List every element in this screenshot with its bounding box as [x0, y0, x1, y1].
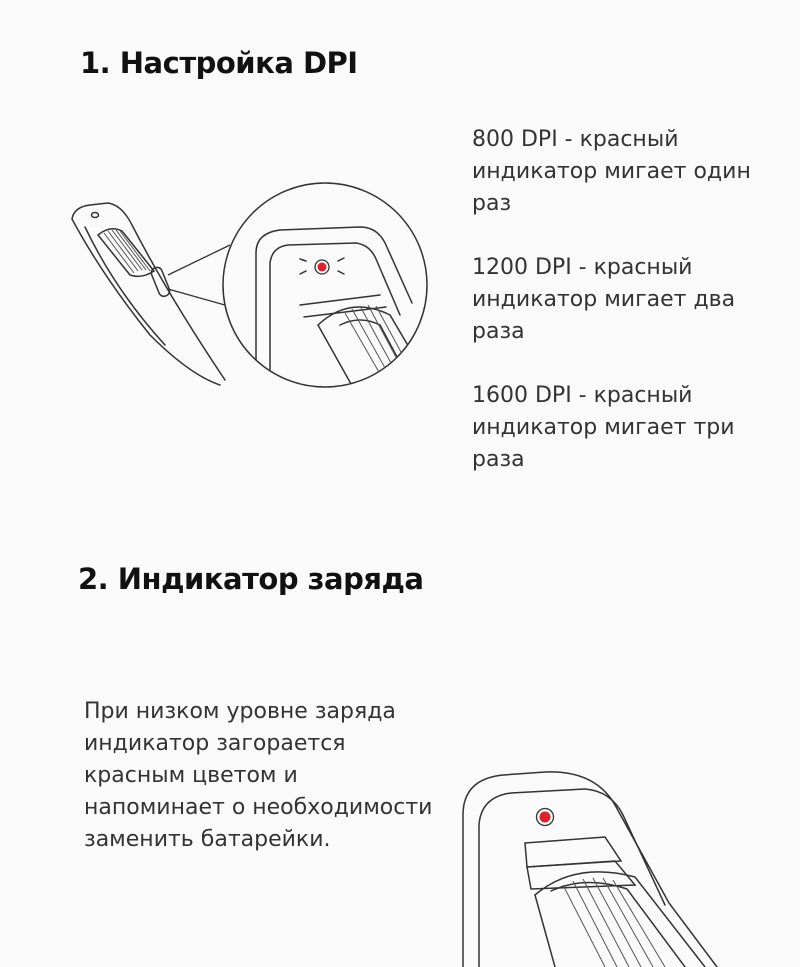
- section-1-title: 1. Настройка DPI: [80, 46, 358, 80]
- dpi-1200-item: 1200 DPI - красный индикатор мигает два раза: [472, 255, 736, 344]
- dpi-1600-item: 1600 DPI - красный индикатор мигает три раза: [472, 383, 735, 472]
- mouse-dpi-illustration: [60, 175, 440, 400]
- charge-indicator-light: [537, 809, 554, 826]
- dpi-800-item: 800 DPI - красный индикатор мигает один раз: [472, 127, 751, 216]
- section-2-title: 2. Индикатор заряда: [78, 562, 424, 596]
- battery-indicator-text: При низком уровне заряда индикатор загорается красным цветом и напоминает о необходимости заменить батарейки.: [84, 699, 433, 852]
- mouse-battery-illustration: [455, 765, 800, 967]
- dpi-modes-list: [472, 124, 772, 508]
